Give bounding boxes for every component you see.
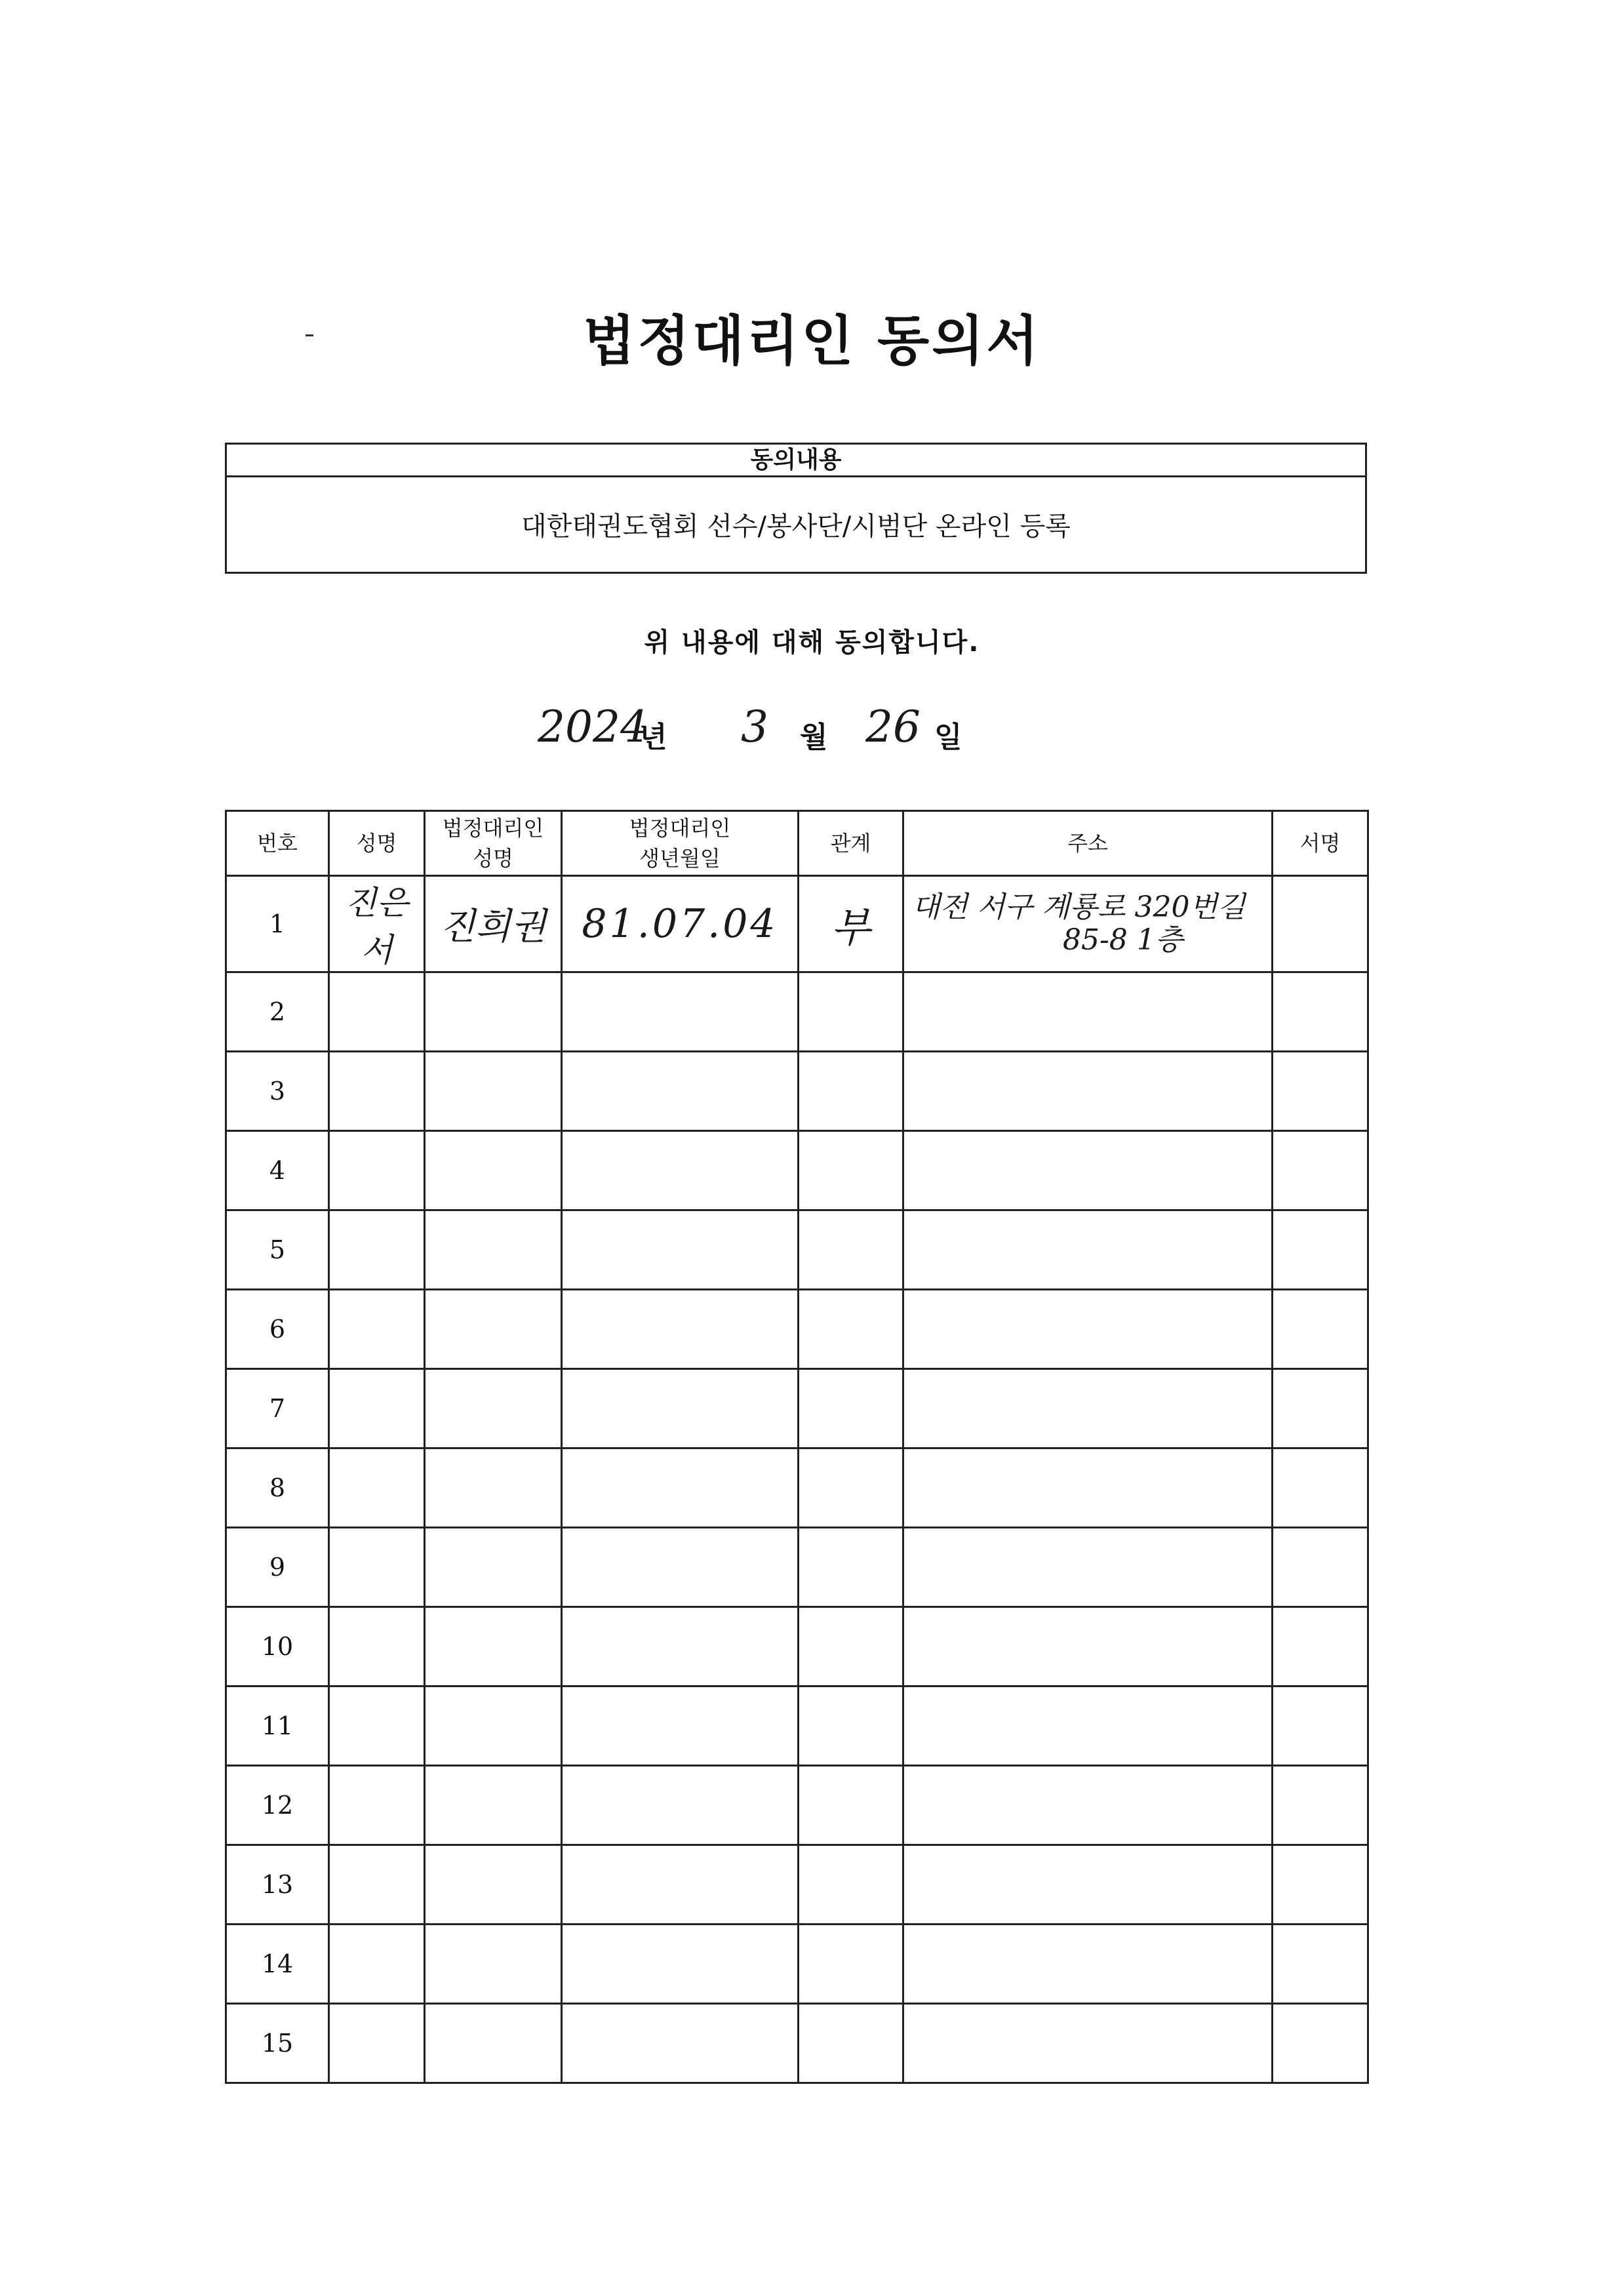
empty-cell (425, 2004, 562, 2083)
entry-address-cell (903, 876, 1273, 972)
header-guardian-birth (562, 811, 799, 876)
empty-cell (903, 1210, 1273, 1290)
row-number: 12 (226, 1766, 329, 1845)
empty-cell (425, 1686, 562, 1766)
empty-cell (562, 1607, 799, 1686)
empty-cell (903, 1686, 1273, 1766)
empty-cell (1273, 1210, 1368, 1290)
header-signature: 서명 (1273, 811, 1368, 876)
empty-cell (329, 2004, 425, 2083)
empty-cell (329, 1210, 425, 1290)
date-year: 2024 (538, 702, 648, 752)
empty-cell (562, 1528, 799, 1607)
entry-guardian-name: 진희권 (439, 906, 547, 948)
empty-cell (425, 972, 562, 1052)
empty-cell (1273, 1845, 1368, 1925)
empty-cell (799, 1686, 903, 1766)
date-day-unit: 일 (934, 721, 962, 754)
table-row (226, 1607, 1368, 1686)
table-row (226, 876, 1368, 972)
empty-cell (903, 1607, 1273, 1686)
header-guardian-birth-line1: 법정대리인 (629, 816, 731, 841)
date-month: 3 (741, 702, 768, 752)
table-header-row (226, 811, 1368, 876)
empty-cell (799, 1845, 903, 1925)
empty-cell (903, 1290, 1273, 1369)
table-row (226, 1925, 1368, 2004)
table-row (226, 1686, 1368, 1766)
row-number: 2 (226, 972, 329, 1052)
header-guardian-birth-line2: 생년월일 (639, 846, 721, 871)
empty-cell (799, 1131, 903, 1210)
row-number: 10 (226, 1607, 329, 1686)
row-number: 6 (226, 1290, 329, 1369)
empty-cell (562, 1925, 799, 2004)
empty-cell (903, 2004, 1273, 2083)
empty-cell (329, 1528, 425, 1607)
empty-cell (799, 1290, 903, 1369)
empty-cell (799, 1528, 903, 1607)
empty-cell (799, 972, 903, 1052)
row-number: 7 (226, 1369, 329, 1448)
empty-cell (562, 1448, 799, 1528)
empty-cell (329, 1607, 425, 1686)
entry-address-line1: 대전 서구 계룡로 320번길 (912, 890, 1246, 924)
table-row (226, 1448, 1368, 1528)
agreement-statement: 위 내용에 대해 동의합니다. (644, 628, 980, 658)
empty-cell (562, 1845, 799, 1925)
row-number: 3 (226, 1052, 329, 1131)
empty-cell (329, 972, 425, 1052)
table-row (226, 1210, 1368, 1290)
empty-cell (329, 1766, 425, 1845)
entry-relation: 부 (831, 903, 871, 951)
empty-cell (903, 1528, 1273, 1607)
empty-cell (1273, 2004, 1368, 2083)
empty-cell (425, 1131, 562, 1210)
date-month-unit: 월 (800, 721, 828, 754)
empty-cell (903, 972, 1273, 1052)
table-row (226, 2004, 1368, 2083)
empty-cell (1273, 972, 1368, 1052)
empty-cell (562, 1131, 799, 1210)
empty-cell (329, 1290, 425, 1369)
table-row (226, 1528, 1368, 1607)
empty-cell (425, 1925, 562, 2004)
empty-cell (1273, 1925, 1368, 2004)
entry-guardian-birth-cell (562, 876, 799, 972)
empty-cell (1273, 1448, 1368, 1528)
consent-box (225, 443, 1367, 574)
empty-cell (903, 1766, 1273, 1845)
empty-cell (799, 1052, 903, 1131)
row-number: 4 (226, 1131, 329, 1210)
date-year-unit: 년 (639, 721, 667, 754)
header-name: 성명 (329, 811, 425, 876)
table-row (226, 1369, 1368, 1448)
row-number: 9 (226, 1528, 329, 1607)
table-row (226, 1766, 1368, 1845)
empty-cell (329, 1369, 425, 1448)
empty-cell (562, 1290, 799, 1369)
entry-signature-cell (1273, 876, 1368, 972)
empty-cell (562, 972, 799, 1052)
empty-cell (425, 1448, 562, 1528)
empty-cell (1273, 1528, 1368, 1607)
empty-cell (425, 1607, 562, 1686)
entry-address-line2: 85-8 1층 (1063, 923, 1183, 957)
empty-cell (425, 1528, 562, 1607)
empty-cell (1273, 1607, 1368, 1686)
table-row (226, 1290, 1368, 1369)
empty-cell (425, 1766, 562, 1845)
table-row (226, 1131, 1368, 1210)
table-row (226, 1845, 1368, 1925)
guardian-table (225, 810, 1369, 2084)
empty-cell (1273, 1290, 1368, 1369)
empty-cell (903, 1845, 1273, 1925)
row-number: 11 (226, 1686, 329, 1766)
empty-cell (425, 1210, 562, 1290)
consent-body: 대한태권도협회 선수/봉사단/시범단 온라인 등록 (521, 511, 1071, 542)
empty-cell (562, 1369, 799, 1448)
empty-cell (1273, 1686, 1368, 1766)
date-day: 26 (865, 702, 921, 752)
header-number: 번호 (226, 811, 329, 876)
empty-cell (425, 1369, 562, 1448)
row-number: 14 (226, 1925, 329, 2004)
table-row (226, 1052, 1368, 1131)
header-guardian-name-line2: 성명 (473, 846, 513, 871)
empty-cell (425, 1845, 562, 1925)
header-guardian-name (425, 811, 562, 876)
entry-name: 진은서 (345, 884, 408, 969)
empty-cell (329, 1845, 425, 1925)
empty-cell (1273, 1766, 1368, 1845)
empty-cell (1273, 1369, 1368, 1448)
empty-cell (562, 1766, 799, 1845)
empty-cell (1273, 1052, 1368, 1131)
row-number: 5 (226, 1210, 329, 1290)
entry-guardian-birth: 81.07.04 (582, 901, 778, 947)
entry-name-cell (329, 876, 425, 972)
empty-cell (799, 1925, 903, 2004)
empty-cell (329, 1686, 425, 1766)
empty-cell (903, 1448, 1273, 1528)
empty-cell (903, 1052, 1273, 1131)
document-title: 법정대리인 동의서 (583, 310, 1041, 372)
empty-cell (903, 1369, 1273, 1448)
empty-cell (562, 2004, 799, 2083)
empty-cell (425, 1052, 562, 1131)
header-guardian-name-line1: 법정대리인 (442, 816, 544, 841)
empty-cell (329, 1925, 425, 2004)
empty-cell (799, 1607, 903, 1686)
row-number: 8 (226, 1448, 329, 1528)
header-relation: 관계 (799, 811, 903, 876)
consent-header: 동의내용 (227, 445, 1365, 477)
row-number: 1 (226, 876, 329, 972)
empty-cell (562, 1210, 799, 1290)
empty-cell (425, 1290, 562, 1369)
header-address: 주소 (903, 811, 1273, 876)
empty-cell (799, 1766, 903, 1845)
empty-cell (799, 1369, 903, 1448)
empty-cell (799, 1210, 903, 1290)
empty-cell (1273, 1131, 1368, 1210)
date-line (525, 702, 1115, 761)
empty-cell (562, 1052, 799, 1131)
empty-cell (329, 1448, 425, 1528)
entry-guardian-name-cell (425, 876, 562, 972)
empty-cell (329, 1052, 425, 1131)
row-number: 13 (226, 1845, 329, 1925)
empty-cell (903, 1131, 1273, 1210)
empty-cell (903, 1925, 1273, 2004)
empty-cell (799, 1448, 903, 1528)
entry-relation-cell (799, 876, 903, 972)
row-number: 15 (226, 2004, 329, 2083)
table-row (226, 972, 1368, 1052)
empty-cell (562, 1686, 799, 1766)
empty-cell (799, 2004, 903, 2083)
empty-cell (329, 1131, 425, 1210)
